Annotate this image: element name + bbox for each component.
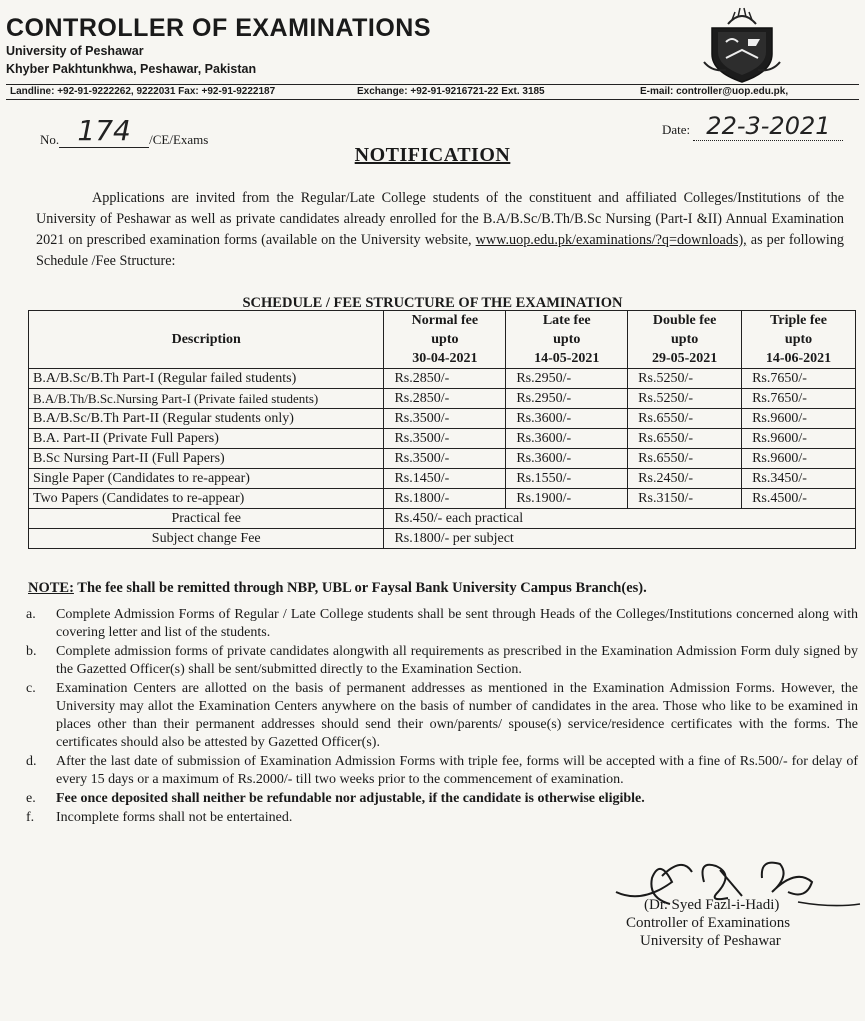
list-item: d. After the last date of submission of Examination Admission Forms with triple fee, forms will be accepted with a fine of Rs.500/- for delay of every 15 days or a maximum of Rs.2000/- till two weeks prior to the commencement of examination. — [26, 754, 858, 787]
header-normal: Normal fee upto 30-04-2021 — [384, 311, 506, 369]
university-seal-icon — [702, 6, 782, 86]
notification-heading: NOTIFICATION — [354, 144, 511, 166]
signatory-title: Controller of Examinations — [626, 915, 791, 931]
table-row: B.A/B.Th/B.Sc.Nursing Part-I (Private failed students) Rs.2850/- Rs.2950/- Rs.5250/- Rs.7650/- — [29, 389, 856, 409]
ref-handwritten: 174 — [77, 114, 131, 147]
office-title: CONTROLLER OF EXAMINATIONS — [6, 14, 432, 42]
notice-date — [662, 112, 843, 141]
university-address: Khyber Pakhtunkhwa, Peshawar, Pakistan — [6, 62, 257, 76]
note-heading — [28, 580, 647, 597]
intro-paragraph — [36, 188, 844, 272]
table-row: B.Sc Nursing Part-II (Full Papers) Rs.3500/- Rs.3600/- Rs.6550/- Rs.9600/- — [29, 449, 856, 469]
fee-table — [28, 310, 856, 549]
email-address: E-mail: controller@uop.edu.pk, — [640, 86, 789, 97]
instructions-list — [12, 606, 858, 828]
table-row-subject-change: Subject change Fee Rs.1800/- per subject — [29, 529, 856, 549]
date-handwritten: 22-3-2021 — [706, 112, 831, 140]
intro-tail: as per following Schedule /Fee Structure: — [36, 232, 845, 269]
header-description: Description — [29, 311, 384, 369]
note-text: The fee shall be remitted through NBP, UBL or Faysal Bank University Campus Branch(es). — [77, 580, 647, 596]
list-item: c. Examination Centers are allotted on the basis of permanent addresses as mentioned in the Examination Admission Forms. However, the University may allot the Examination Centers anywhere on the basis of number of candidates in the area. Those who like to be examined in places other than their permanent addresses should send their own/parents/ spouse(s) service/residence certificates with the forms. The certificates should also be attested by Gazetted Officer(s). — [26, 681, 858, 750]
list-item: f. Incomplete forms shall not be entertained. — [26, 810, 293, 825]
table-row: B.A/B.Sc/B.Th Part-II (Regular students only) Rs.3500/- Rs.3600/- Rs.6550/- Rs.9600/- — [29, 409, 856, 429]
note-label: NOTE: — [28, 580, 74, 596]
fee-table-header — [29, 311, 856, 369]
signatory-org: University of Peshawar — [640, 933, 781, 949]
contact-bar — [6, 84, 859, 100]
table-row: B.A/B.Sc/B.Th Part-I (Regular failed students) Rs.2850/- Rs.2950/- Rs.5250/- Rs.7650/- — [29, 369, 856, 389]
intro-text: Applications are invited from the Regular/Late College students of the constituent and affiliated Colleges/Institutions of the University of Peshawar as well as private candidates already enrolled for the B.A/B.Sc/B.Th/B.Sc Nursing (Part-I &II) Annual Examination 2021 on prescribed examination forms (available on the University website, — [36, 190, 844, 248]
table-row: B.A. Part-II (Private Full Papers) Rs.3500/- Rs.3600/- Rs.6550/- Rs.9600/- — [29, 429, 856, 449]
university-name: University of Peshawar — [6, 44, 144, 58]
table-row: Two Papers (Candidates to re-appear) Rs.1800/- Rs.1900/- Rs.3150/- Rs.4500/- — [29, 489, 856, 509]
signature-block — [626, 896, 790, 950]
header-late: Late fee upto 14-05-2021 — [506, 311, 628, 369]
header-triple: Triple fee upto 14-06-2021 — [742, 311, 856, 369]
table-row-practical: Practical fee Rs.450/- each practical — [29, 509, 856, 529]
schedule-title: SCHEDULE / FEE STRUCTURE OF THE EXAMINATION — [242, 295, 623, 311]
date-label: Date: — [662, 122, 691, 137]
table-row: Single Paper (Candidates to re-appear) Rs.1450/- Rs.1550/- Rs.2450/- Rs.3450/- — [29, 469, 856, 489]
header-double: Double fee upto 29-05-2021 — [628, 311, 742, 369]
exchange-phone: Exchange: +92-91-9216721-22 Ext. 3185 — [357, 86, 545, 97]
list-item: b. Complete admission forms of private candidates alongwith all requirements as prescribed in the Examination Admission Form duly signed by the Gazetted Officer(s) shall be sent/submitted directly to the Examination Section. — [26, 644, 858, 677]
ref-suffix: /CE/Exams — [149, 132, 209, 147]
ref-label: No. — [40, 132, 60, 147]
signatory-name: (Dr. Syed Fazl-i-Hadi) — [644, 897, 780, 913]
list-item: a. Complete Admission Forms of Regular / Late College students shall be sent through Heads of the Colleges/Institutions concerned along with covering letter and list of the students. — [26, 607, 858, 640]
list-item: e. Fee once deposited shall neither be refundable nor adjustable, if the candidate is otherwise eligible. — [26, 791, 645, 806]
landline-fax: Landline: +92-91-9222262, 9222031 Fax: +92-91-9222187 — [10, 86, 276, 97]
downloads-link[interactable]: www.uop.edu.pk/examinations/?q=downloads), — [475, 232, 747, 248]
